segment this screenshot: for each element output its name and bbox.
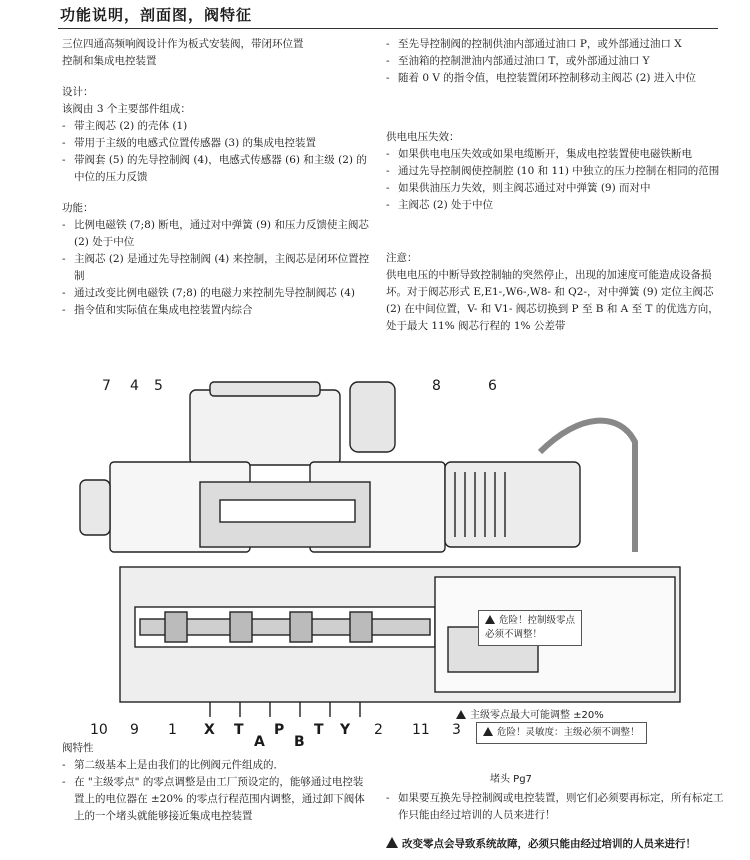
valve-feature-item: - 在 "主级零点" 的零点调整是由工厂预设定的，能够通过电控装置上的电位器在 ±20% 的零点行程范围内调整，通过卸下阀体上的一个堵头就能够接近集成电控装置	[62, 776, 365, 822]
note-heading: 注意：	[386, 252, 418, 264]
callout-2: 2	[374, 722, 383, 738]
note-text: 供电电压的中断导致控制轴的突然停止，出现的加速度可能造成设备损坏。对于阀芯形式 E,E1-,W6-,W8- 和 Q2-，对中弹簧 (9) 定位主阀芯 (2) 在中间位置，V- 和 V1- 阀芯切换到 P 至 B 和 A 至 T 的优选方向，处于最大 11% 阀芯行程的 1% 公差带	[386, 269, 719, 332]
supply-item: - 如果供电电压失效或如果电缆断开，集成电控装置使电磁铁断电	[386, 148, 692, 160]
valve-features	[62, 740, 372, 825]
valve-features-heading: 阀特性	[62, 742, 94, 754]
supply-item: - 通过先导控制阀使控制腔 (10 和 11) 中独立的压力控制在相同的范围	[386, 165, 720, 177]
callout-5: 5	[154, 378, 163, 394]
callout-3: 3	[452, 722, 461, 738]
valve-cross-section	[60, 372, 700, 742]
page-title: 功能说明，剖面图，阀特征	[60, 6, 253, 24]
design-heading: 设计：	[62, 86, 94, 98]
callout-1: 1	[168, 722, 177, 738]
port-x: X	[204, 722, 215, 738]
port-a: A	[254, 734, 265, 750]
design-item: - 带阀套 (5) 的先导控制阀 (4)，电感式传感器 (6) 和主级 (2) 的中位的压力反馈	[62, 154, 367, 183]
design-intro: 该阀由 3 个主要部件组成：	[62, 103, 191, 115]
main-zero-adjust-label: 主级零点最大可能调整 ±20%	[456, 706, 604, 721]
danger-pilot-zero-warning: 危险！控制级零点 必须不调整！	[478, 610, 582, 646]
port-p: P	[274, 722, 285, 738]
function-item: - 比例电磁铁 (7;8) 断电，通过对中弹簧 (9) 和压力反馈使主阀芯 (2) 处于中位	[62, 219, 369, 248]
function-heading: 功能：	[62, 202, 94, 214]
control-item: - 至油箱的控制泄油内部通过油口 T，或外部通过油口 Y	[386, 55, 650, 67]
callout-11: 11	[412, 722, 430, 738]
port-y: Y	[340, 722, 351, 738]
footer-warning: 改变零点会导致系统故障，必须只能由经过培训的人员来进行！	[386, 836, 696, 851]
warning-icon	[483, 727, 493, 736]
plug-label: 堵头 Pg7	[490, 774, 532, 785]
left-column	[62, 36, 372, 319]
supply-item: - 如果供油压力失效，则主阀芯通过对中弹簧 (9) 而对中	[386, 182, 651, 194]
intro-line-2: 控制和集成电控装置	[62, 55, 157, 67]
warning-icon	[456, 710, 466, 719]
callout-10: 10	[90, 722, 108, 738]
port-b: B	[294, 734, 305, 750]
supply-heading: 供电电压失效：	[386, 131, 460, 143]
function-item: - 指令值和实际值在集成电控装置内综合	[62, 304, 253, 316]
warning-icon	[485, 615, 495, 624]
header-divider	[58, 28, 718, 29]
design-item: - 带主阀芯 (2) 的壳体 (1)	[62, 120, 188, 132]
function-item: - 通过改变比例电磁铁 (7;8) 的电磁力来控制先导控制阀芯 (4)	[62, 287, 355, 299]
recalibration-note	[386, 790, 726, 824]
right-column	[386, 36, 726, 335]
design-item: - 带用于主级的电感式位置传感器 (3) 的集成电控装置	[62, 137, 317, 149]
callout-8: 8	[432, 378, 441, 394]
intro-line-1: 三位四通高频响阀设计作为板式安装阀，带闭环位置	[62, 38, 304, 50]
valve-feature-item: - 第二级基本上是由我们的比例阀元件组成的．	[62, 759, 284, 771]
callout-7: 7	[102, 378, 111, 394]
control-item: - 随着 0 V 的指令值，电控装置闭环控制移动主阀芯 (2) 进入中位	[386, 72, 696, 84]
port-t: T	[234, 722, 244, 738]
warning-icon	[386, 837, 398, 848]
callout-6: 6	[488, 378, 497, 394]
callout-9: 9	[130, 722, 139, 738]
recalibration-item: - 如果要互换先导控制阀或电控装置，则它们必须要再标定，所有标定工作只能由经过培训的人员来进行！	[386, 792, 724, 821]
callout-4: 4	[130, 378, 139, 394]
port-t2: T	[314, 722, 324, 738]
danger-sensitivity-warning: 危险！灵敏度：主级必须不调整！	[476, 722, 647, 744]
supply-item: - 主阀芯 (2) 处于中位	[386, 199, 494, 211]
function-item: - 主阀芯 (2) 是通过先导控制阀 (4) 来控制，主阀芯是闭环位置控制	[62, 253, 370, 282]
control-item: - 至先导控制阀的控制供油内部通过油口 P，或外部通过油口 X	[386, 38, 682, 50]
